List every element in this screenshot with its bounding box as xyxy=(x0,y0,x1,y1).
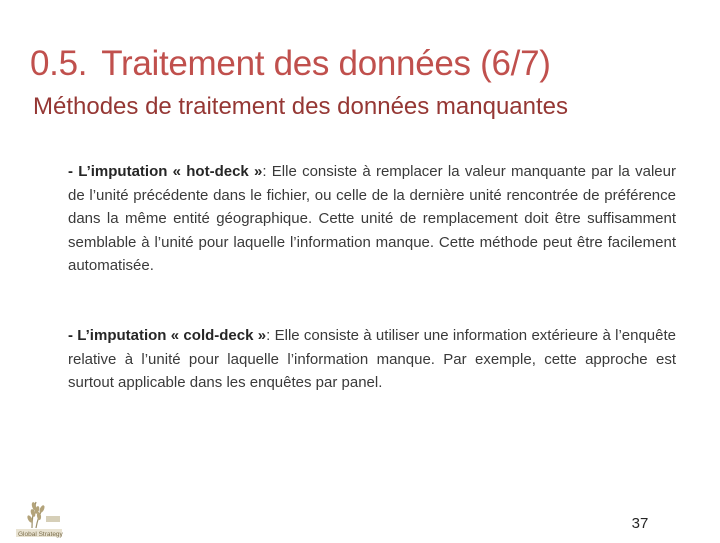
cold-deck-paragraph xyxy=(68,324,676,395)
section-number: 0.5. xyxy=(30,44,88,83)
slide-subtitle: Méthodes de traitement des données manquantes xyxy=(33,93,569,120)
hot-deck-paragraph xyxy=(68,160,676,278)
hot-deck-label: - L’imputation « hot-deck » xyxy=(68,163,263,180)
title-text: Traitement des données (6/7) xyxy=(101,44,551,83)
page-number: 37 xyxy=(631,515,649,532)
slide-title xyxy=(30,44,710,84)
svg-text:Global Strategy: Global Strategy xyxy=(18,531,63,538)
cold-deck-text: : Elle consiste à utiliser une information extérieure à l’enquête relative à l’unité pour laquelle l’information manque. Par exemple, cette approche est surtout applicable dans les enquêtes par panel. xyxy=(68,327,677,391)
global-strategy-logo xyxy=(10,496,66,538)
wheat-logo-icon xyxy=(10,496,66,538)
cold-deck-label: - L’imputation « cold-deck » xyxy=(68,327,267,344)
hot-deck-text: : Elle consiste à remplacer la valeur manquante par la valeur de l’unité précédente dans le fichier, ou celle de la dernière unité rencontrée de préférence dans la même entité géographique. Cette unité de remplacement doit être suffisamment semblable à l’unité pour laquelle l’information manque. Cette méthode peut être facilement automatisée. xyxy=(68,163,676,274)
